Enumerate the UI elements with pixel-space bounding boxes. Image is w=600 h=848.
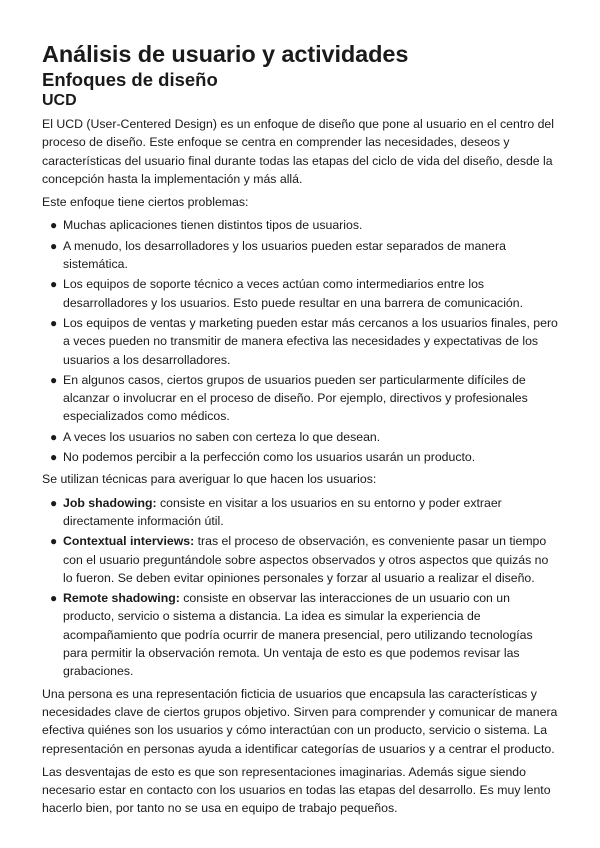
bullet-icon: ●	[50, 315, 58, 330]
bullet-icon: ●	[50, 429, 58, 444]
problems-list	[42, 216, 559, 466]
technique-description: consiste en visitar a los usuarios en su entorno y poder extraer directamente información útil.	[63, 495, 502, 528]
list-item: ● Los equipos de ventas y marketing pueden estar más cercanos a los usuarios finales, pero a veces pueden no transmitir de manera efectiva las necesidades y expectativas de los usuarios a los desarrolladores.	[50, 315, 558, 367]
bullet-icon: ●	[50, 372, 58, 387]
subsection-heading: UCD	[42, 92, 77, 109]
problems-lead: Este enfoque tiene ciertos problemas:	[42, 195, 249, 210]
bullet-icon: ●	[50, 218, 58, 233]
drawbacks-paragraph: Las desventajas de esto es que son representaciones imaginarias. Además sigue siendo necesario estar en contacto con los usuarios en todas las etapas del desarrollo. Es muy lento hacerlo bien, por tanto no se usa en equipo de trabajo pequeños.	[42, 764, 551, 816]
bullet-icon: ●	[50, 534, 58, 549]
technique-term: Contextual interviews:	[63, 534, 195, 549]
section-heading: Enfoques de diseño	[42, 69, 218, 90]
list-item	[50, 532, 559, 587]
bullet-icon: ●	[50, 277, 58, 292]
list-item	[50, 589, 559, 680]
bullet-icon: ●	[50, 591, 58, 606]
list-item: ● A veces los usuarios no saben con certeza lo que desean.	[63, 428, 559, 446]
bullet-icon: ●	[50, 450, 58, 465]
bullet-icon: ●	[50, 238, 58, 253]
list-item	[50, 494, 559, 531]
bullet-icon: ●	[50, 495, 58, 510]
list-item: ● Los equipos de soporte técnico a veces actúan como intermediarios entre los desarrolladores y los usuarios. Esto puede resultar en una barrera de comunicación.	[50, 277, 524, 310]
list-item: ● A menudo, los desarrolladores y los usuarios pueden estar separados de manera sistemática.	[50, 238, 506, 272]
persona-paragraph: Una persona es una representación ficticia de usuarios que encapsula las características y necesidades clave de ciertos grupos objetivo. Sirven para comprender y comunicar de manera efectiva quiénes son los usuarios y cómo interactúan con un producto, servicio o sistema. La representación en personas ayuda a identificar categorías de usuarios y a centrar el producto.	[42, 686, 558, 756]
list-item: ● En algunos casos, ciertos grupos de usuarios pueden ser particularmente difíciles de alcanzar o involucrar en el proceso de diseño. Por ejemplo, directivos y profesionales especializados como médicos.	[50, 372, 528, 424]
intro-paragraph: El UCD (User-Centered Design) es un enfoque de diseño que pone al usuario en el centro del proceso de diseño. Este enfoque se centra en comprender las necesidades, deseos y características del usuario final durante todas las etapas del ciclo de vida del diseño, desde la concepción hasta la implementación y más allá.	[42, 117, 554, 186]
technique-term: Job shadowing:	[63, 495, 157, 510]
list-item: ● No podemos percibir a la perfección como los usuarios usarán un producto.	[63, 448, 559, 466]
techniques-list	[42, 494, 559, 681]
techniques-lead: Se utilizan técnicas para averiguar lo que hacen los usuarios:	[42, 472, 377, 487]
technique-term: Remote shadowing:	[63, 591, 180, 606]
technique-description: consiste en observar las interacciones de un usuario con un producto, servicio o sistema a distancia. La idea es simular la experiencia de acompañamiento que podría ocurrir de manera presencial, pero utilizando tecnologías para permitir la observación remota. Un ventaja de esto es que podemos revisar las grabaciones.	[63, 591, 533, 679]
technique-description: tras el proceso de observación, es conveniente pasar un tiempo con el usuario preguntándole sobre aspectos observados y otros aspectos que quizás no lo fueron. Se deben evitar opiniones personales y forzar al usuario a realizar el diseño.	[63, 534, 549, 585]
list-item: ● Muchas aplicaciones tienen distintos tipos de usuarios.	[63, 216, 559, 234]
page-title: Análisis de usuario y actividades	[42, 41, 409, 67]
